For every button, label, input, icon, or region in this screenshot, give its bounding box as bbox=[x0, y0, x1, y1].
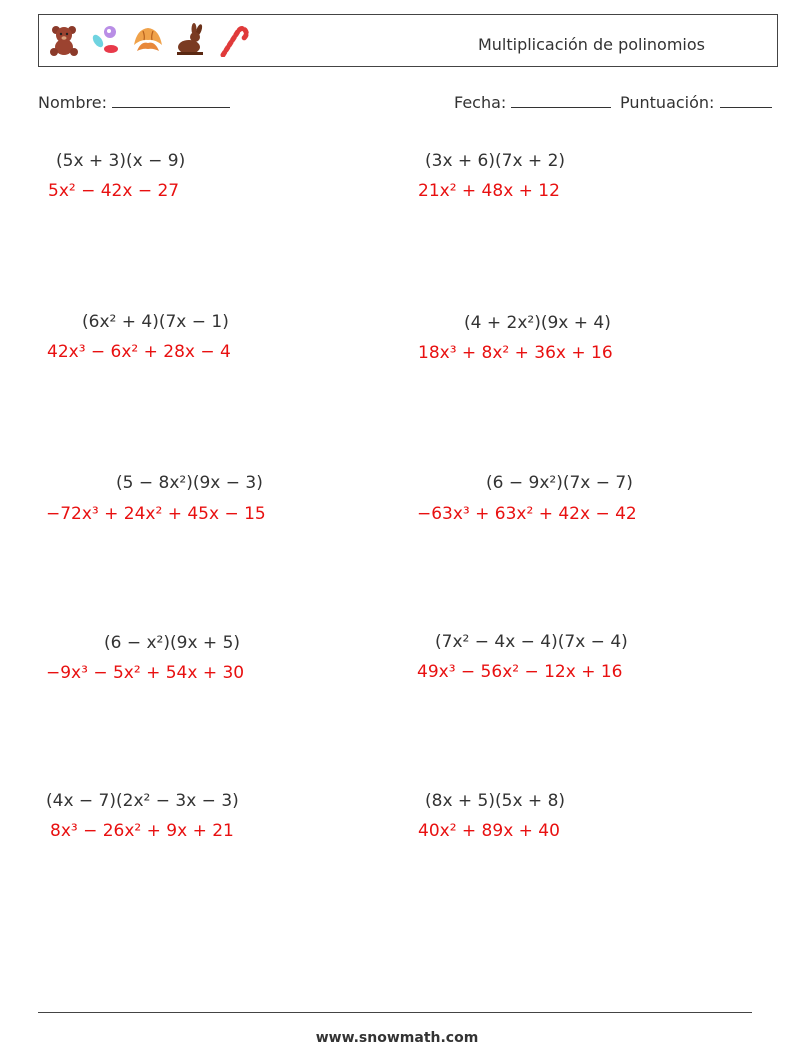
problem-8: (7x² − 4x − 4)(7x − 4) bbox=[435, 632, 628, 652]
answer-1: 5x² − 42x − 27 bbox=[48, 181, 180, 201]
answer-3: 42x³ − 6x² + 28x − 4 bbox=[47, 342, 231, 362]
problem-6: (6 − 9x²)(7x − 7) bbox=[486, 473, 633, 493]
problem-7: (6 − x²)(9x + 5) bbox=[104, 633, 241, 653]
answer-8: 49x³ − 56x² − 12x + 16 bbox=[417, 662, 623, 682]
candy-icon bbox=[89, 23, 123, 57]
score-blank[interactable] bbox=[720, 93, 772, 108]
problem-4: (4 + 2x²)(9x + 4) bbox=[464, 313, 611, 333]
croissant-icon bbox=[131, 23, 165, 57]
date-label: Fecha: bbox=[454, 93, 507, 112]
answer-10: 40x² + 89x + 40 bbox=[418, 821, 560, 841]
icon-strip bbox=[47, 23, 249, 59]
problem-9: (4x − 7)(2x² − 3x − 3) bbox=[46, 791, 239, 811]
answer-4: 18x³ + 8x² + 36x + 16 bbox=[418, 343, 613, 363]
problem-1: (5x + 3)(x − 9) bbox=[56, 151, 186, 171]
problem-10: (8x + 5)(5x + 8) bbox=[425, 791, 566, 811]
footer-url[interactable]: www.snowmath.com bbox=[315, 1030, 479, 1046]
answer-7: −9x³ − 5x² + 54x + 30 bbox=[46, 663, 245, 683]
date-blank[interactable] bbox=[511, 93, 611, 108]
page-title: Multiplicación de polinomios bbox=[477, 35, 705, 54]
footer-divider bbox=[38, 1012, 752, 1013]
answer-2: 21x² + 48x + 12 bbox=[418, 181, 560, 201]
answer-5: −72x³ + 24x² + 45x − 15 bbox=[46, 504, 266, 524]
score-label: Puntuación: bbox=[620, 93, 715, 112]
name-label: Nombre: bbox=[38, 93, 107, 112]
teddy-bear-icon bbox=[47, 23, 81, 57]
answer-9: 8x³ − 26x² + 9x + 21 bbox=[50, 821, 234, 841]
problem-5: (5 − 8x²)(9x − 3) bbox=[116, 473, 263, 493]
answer-6: −63x³ + 63x² + 42x − 42 bbox=[417, 504, 637, 524]
name-field[interactable] bbox=[38, 93, 230, 112]
name-blank[interactable] bbox=[112, 93, 230, 108]
problem-3: (6x² + 4)(7x − 1) bbox=[82, 312, 229, 332]
date-field[interactable] bbox=[454, 93, 611, 112]
score-field[interactable] bbox=[620, 93, 772, 112]
problem-2: (3x + 6)(7x + 2) bbox=[425, 151, 566, 171]
worksheet-header bbox=[38, 14, 778, 67]
chocolate-bunny-icon bbox=[173, 23, 207, 57]
candy-cane-icon bbox=[215, 23, 249, 57]
